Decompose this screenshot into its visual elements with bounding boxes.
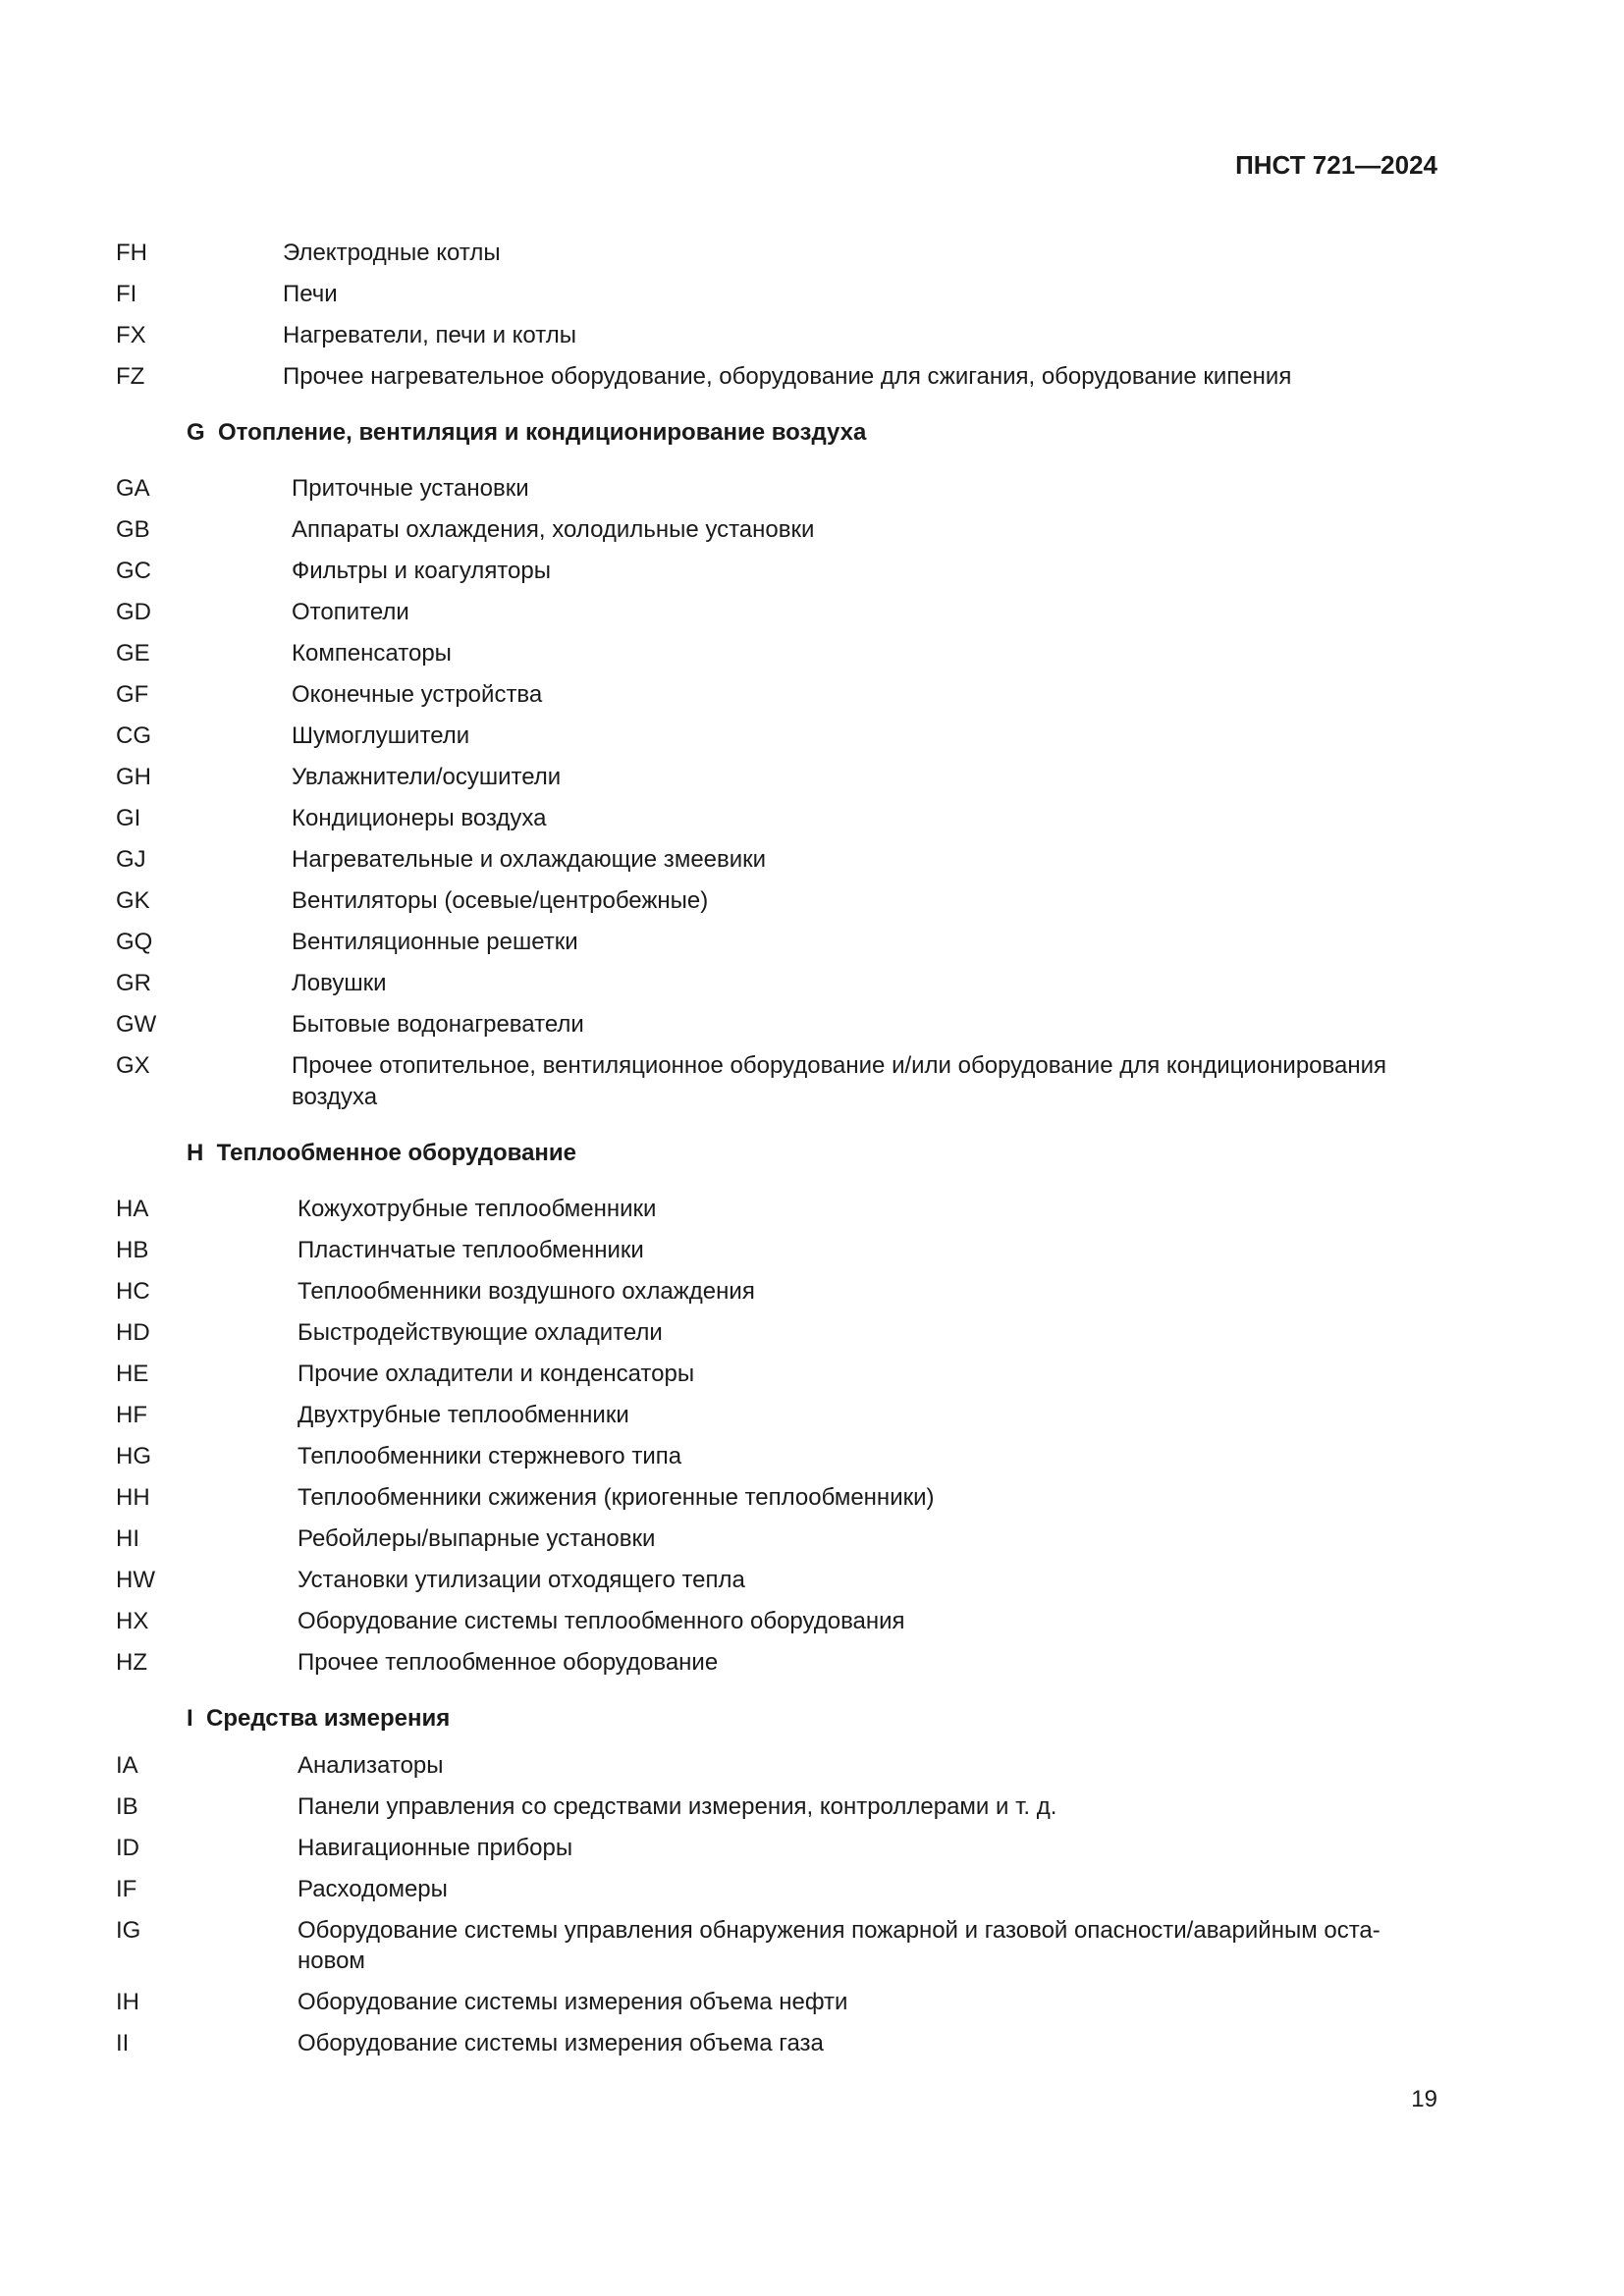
item-code: GJ (116, 846, 146, 874)
list-item (116, 1745, 1441, 1787)
item-description: Прочее нагревательное оборудование, оборудование для сжигания, оборудование кипения (283, 363, 1292, 391)
document-id: ПНСТ 721—2024 (1235, 150, 1437, 180)
item-code: GD (116, 599, 151, 626)
item-description: Прочее теплообменное оборудование (298, 1648, 719, 1676)
list-item (116, 1828, 1441, 1869)
item-description: Отопители (292, 599, 409, 626)
item-description: Фильтры и коагуляторы (292, 558, 551, 585)
item-description: Теплообменники воздушного охлаждения (298, 1277, 755, 1305)
item-description: Панели управления со средствами измерения, контроллерами и т. д. (298, 1792, 1057, 1820)
list-item (116, 798, 1441, 839)
item-code: IB (116, 1792, 138, 1820)
item-description: Компенсаторы (292, 640, 452, 667)
list-item (116, 468, 1441, 509)
item-description: Оборудование системы измерения объема газа (298, 2030, 824, 2057)
item-code: GI (116, 805, 141, 832)
item-code: ID (116, 1834, 139, 1861)
item-description: Оборудование системы измерения объема нефти (298, 1989, 848, 2016)
item-description: Вентиляторы (осевые/центробежные) (292, 887, 709, 915)
item-code: HH (116, 1483, 150, 1511)
item-description: Прочее отопительное, вентиляционное оборудование и/или оборудование для кондиционирования воздуха (292, 1052, 1387, 1110)
page-number: 19 (1411, 2086, 1437, 2112)
list-item (116, 1560, 1441, 1601)
list-item (116, 274, 1441, 315)
item-code: HI (116, 1524, 139, 1552)
item-code: GC (116, 558, 151, 585)
item-code: IG (116, 1916, 141, 1944)
item-description: Двухтрубные теплообменники (298, 1401, 629, 1428)
list-item (116, 674, 1441, 716)
list-item (116, 551, 1441, 592)
item-description: Ребойлеры/выпарные установки (298, 1524, 656, 1552)
item-description: Навигационные приборы (298, 1834, 573, 1861)
section-heading: H Теплообменное оборудование (187, 1139, 577, 1166)
list-item (116, 1601, 1441, 1642)
item-code: HX (116, 1607, 149, 1634)
section-f (116, 233, 1441, 398)
item-code: GA (116, 475, 150, 503)
list-item (116, 1869, 1441, 1910)
list-item (116, 1230, 1441, 1271)
item-code: HE (116, 1360, 149, 1387)
item-code: GW (116, 1011, 157, 1039)
item-code: GX (116, 1052, 150, 1080)
classification-list (116, 233, 1441, 2064)
list-item (116, 1910, 1441, 1983)
item-description: Оборудование системы теплообменного оборудования (298, 1607, 905, 1634)
section-heading: I Средства измерения (187, 1704, 451, 1732)
list-item (116, 881, 1441, 922)
item-description: Пластинчатые теплообменники (298, 1236, 644, 1263)
item-code: CG (116, 722, 151, 750)
item-description: Теплообменники стержневого типа (298, 1442, 682, 1469)
list-item (116, 716, 1441, 757)
item-description: Электродные котлы (283, 240, 501, 267)
list-item (116, 1982, 1441, 2023)
item-code: HC (116, 1277, 150, 1305)
item-code: FX (116, 322, 146, 349)
item-code: GQ (116, 929, 153, 956)
item-code: GR (116, 970, 151, 997)
list-item (116, 1312, 1441, 1354)
item-code: HA (116, 1195, 149, 1222)
item-code: HF (116, 1401, 147, 1428)
item-code: GK (116, 887, 150, 915)
item-code: GE (116, 640, 150, 667)
list-item (116, 963, 1441, 1004)
item-description: Кожухотрубные теплообменники (298, 1195, 657, 1222)
list-item (116, 1395, 1441, 1436)
item-code: GH (116, 764, 151, 791)
list-item (116, 592, 1441, 633)
item-description: Шумоглушители (292, 722, 470, 750)
item-description: Аппараты охлаждения, холодильные установки (292, 516, 815, 544)
list-item (116, 315, 1441, 356)
list-item (116, 839, 1441, 881)
item-description: Установки утилизации отходящего тепла (298, 1566, 745, 1593)
section-h (116, 1133, 1441, 1683)
item-description: Приточные установки (292, 475, 529, 503)
list-item (116, 1477, 1441, 1519)
item-code: FI (116, 281, 137, 308)
item-description: Кондиционеры воздуха (292, 805, 547, 832)
item-description: Теплообменники сжижения (криогенные теплообменники) (298, 1483, 935, 1511)
list-item (116, 2023, 1441, 2064)
item-code: IF (116, 1875, 137, 1902)
item-description: Нагревательные и охлаждающие змеевики (292, 846, 767, 874)
item-description: Оборудование системы управления обнаружения пожарной и газовой опасности/аварийным оста-новом (298, 1916, 1380, 1975)
item-description: Прочие охладители и конденсаторы (298, 1360, 695, 1387)
list-item (116, 1189, 1441, 1230)
list-item (116, 633, 1441, 674)
item-code: IH (116, 1989, 139, 2016)
item-description: Увлажнители/осушители (292, 764, 562, 791)
item-description: Печи (283, 281, 338, 308)
item-description: Вентиляционные решетки (292, 929, 578, 956)
list-item (116, 1519, 1441, 1560)
list-item (116, 233, 1441, 274)
item-code: II (116, 2030, 130, 2057)
item-description: Оконечные устройства (292, 681, 543, 709)
item-code: HW (116, 1566, 155, 1593)
item-code: HB (116, 1236, 149, 1263)
item-description: Бытовые водонагреватели (292, 1011, 584, 1039)
item-code: FZ (116, 363, 145, 391)
item-code: GB (116, 516, 150, 544)
item-code: IA (116, 1751, 138, 1779)
list-item (116, 1354, 1441, 1395)
item-description: Ловушки (292, 970, 387, 997)
list-item (116, 356, 1441, 398)
item-code: HZ (116, 1648, 147, 1676)
item-code: HG (116, 1442, 151, 1469)
list-item (116, 1271, 1441, 1312)
item-description: Расходомеры (298, 1875, 448, 1902)
list-item (116, 1642, 1441, 1683)
section-i (116, 1698, 1441, 2065)
section-heading: G Отопление, вентиляция и кондиционирование воздуха (187, 419, 867, 446)
item-description: Быстродействующие охладители (298, 1318, 663, 1346)
section-g (116, 412, 1441, 1118)
item-code: FH (116, 240, 147, 267)
item-description: Анализаторы (298, 1751, 444, 1779)
list-item (116, 757, 1441, 798)
list-item (116, 1787, 1441, 1828)
item-description: Нагреватели, печи и котлы (283, 322, 576, 349)
list-item (116, 509, 1441, 551)
list-item (116, 1436, 1441, 1477)
list-item (116, 1045, 1441, 1118)
item-code: HD (116, 1318, 150, 1346)
list-item (116, 1004, 1441, 1045)
list-item (116, 922, 1441, 963)
item-code: GF (116, 681, 149, 709)
